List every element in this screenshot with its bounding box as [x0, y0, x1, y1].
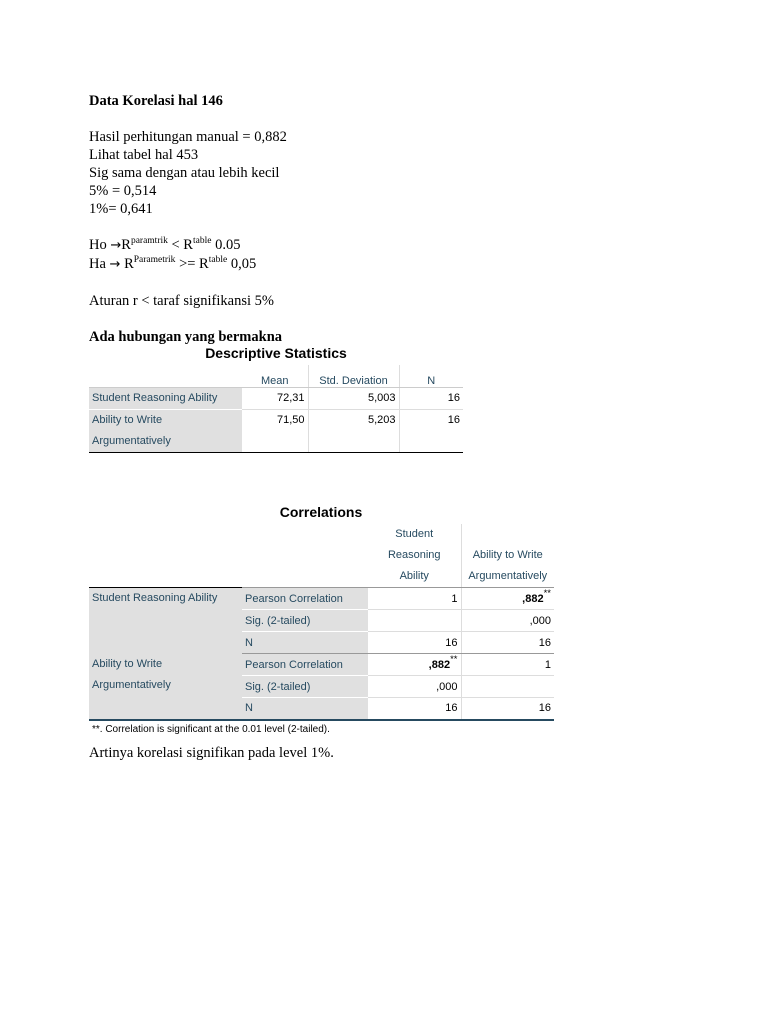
document-body: [89, 92, 689, 346]
text-line: Hasil perhitungan manual = 0,882: [89, 129, 287, 145]
table-row: Student Reasoning Ability 72,31 5,003 16: [89, 387, 463, 409]
table-row: Sig. (2-tailed) ,000: [89, 610, 554, 632]
row-header: Ability to Write Argumentatively: [89, 409, 242, 452]
stat-label: N: [242, 632, 368, 654]
col-header: Ability to Write Argumentatively: [461, 524, 554, 588]
row-header: Student Reasoning Ability: [89, 588, 242, 654]
correlations-table: [89, 524, 554, 721]
col-header: Student Reasoning Ability: [368, 524, 461, 588]
footnote: **. Correlation is significant at the 0.01 level (2-tailed).: [92, 724, 330, 735]
row-header: Student Reasoning Ability: [89, 387, 242, 409]
arrow-icon: →: [110, 238, 122, 253]
stat-label: Pearson Correlation: [242, 654, 368, 676]
text-line: 1%= 0,641: [89, 201, 153, 217]
document-heading: Data Korelasi hal 146: [89, 93, 223, 109]
hypothesis-ha: $Ha \to R^{Parametrik} >= R^{table}$ 0,05: [89, 255, 257, 272]
correlations-title: Correlations: [279, 504, 363, 520]
stat-label: Sig. (2-tailed): [242, 676, 368, 698]
col-header: N: [399, 365, 463, 387]
rule-text: Aturan r < taraf signifikansi 5%: [89, 293, 274, 309]
col-header: Mean: [242, 365, 308, 387]
arrow-icon: →: [109, 257, 121, 272]
col-header: Std. Deviation: [308, 365, 399, 387]
stat-label: Sig. (2-tailed): [242, 610, 368, 632]
descriptive-title: Descriptive Statistics: [205, 345, 347, 361]
stat-label: N: [242, 698, 368, 720]
table-row: Sig. (2-tailed) ,000: [89, 676, 554, 698]
closing-text: Artinya korelasi signifikan pada level 1%.: [89, 745, 334, 761]
table-row: Student Reasoning Ability Pearson Correlation 1 ,882**: [89, 588, 554, 610]
text-line: Lihat tabel hal 453: [89, 147, 199, 163]
row-header: Ability to Write Argumentatively: [89, 654, 242, 720]
conclusion-heading: Ada hubungan yang bermakna: [89, 329, 283, 345]
stat-label: Pearson Correlation: [242, 588, 368, 610]
text-line: 5% = 0,514: [89, 183, 157, 199]
table-row: Ability to Write Argumentatively Pearson Correlation ,882** 1: [89, 654, 554, 676]
table-row: N 16 16: [89, 698, 554, 720]
hypothesis-ho: $Ho \to R^{paramtrik} < R^{table}$ 0.05: [89, 236, 241, 253]
text-line: Sig sama dengan atau lebih kecil: [89, 165, 280, 181]
table-row: Ability to Write Argumentatively 71,50 5,203 16: [89, 409, 463, 452]
table-row: N 16 16: [89, 632, 554, 654]
descriptive-table: [89, 365, 463, 453]
